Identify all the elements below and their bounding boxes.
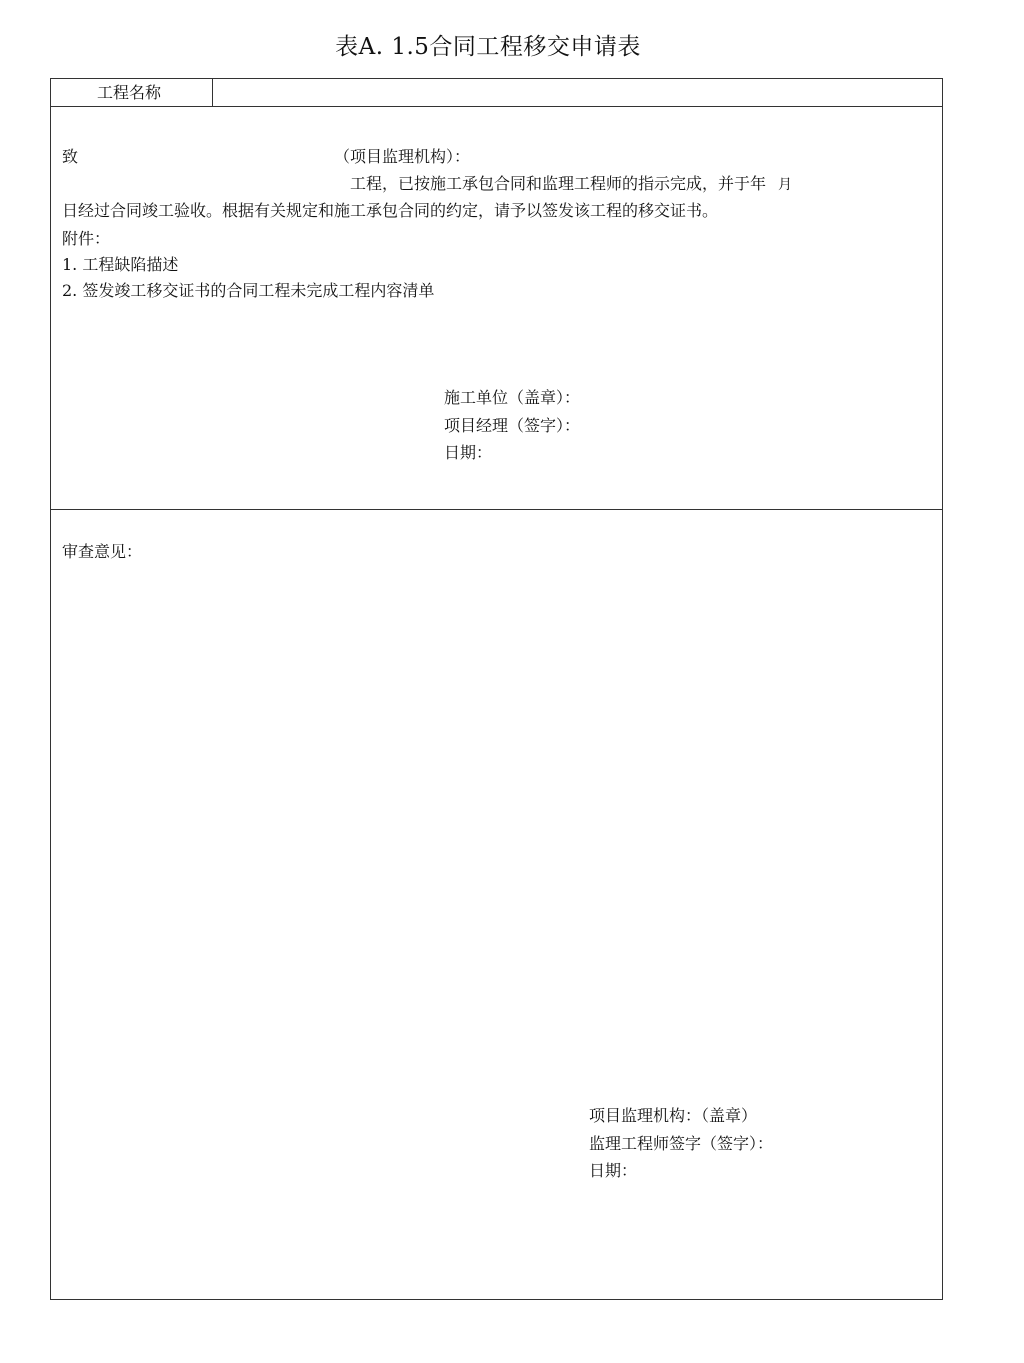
contractor-seal-label: 施工单位（盖章）： [444,388,581,407]
project-manager-sign-label: 项目经理（签字）： [444,416,581,435]
project-name-label: 工程名称 [51,79,213,106]
form-title: 表A. 1.5合同工程移交申请表 [335,34,641,60]
attachment-item-1: 1. 工程缺陷描述 [62,255,179,274]
review-section [51,510,942,1299]
request-section [51,107,942,510]
project-name-row [51,79,942,107]
supervising-engineer-sign-label: 监理工程师签字（签字）： [589,1134,774,1153]
addressee-org: （项目监理机构）： [334,147,471,166]
review-opinion-label: 审查意见： [62,542,143,561]
attachments-label: 附件： [62,229,111,248]
request-date-label: 日期： [444,443,493,462]
request-line-2: 日经过合同竣工验收。根据有关规定和施工承包合同的约定，请予以签发该工程的移交证书。 [62,201,719,220]
request-line-1-month: 月 [778,177,793,193]
attachment-item-2: 2. 签发竣工移交证书的合同工程未完成工程内容清单 [62,281,435,300]
review-date-label: 日期： [589,1161,638,1180]
supervision-org-seal-label: 项目监理机构：（盖章） [589,1106,758,1125]
transfer-application-form [50,78,943,1300]
request-line-1 [350,174,792,195]
addressee-prefix: 致 [62,147,79,166]
request-line-1-text: 工程，已按施工承包合同和监理工程师的指示完成，并于年 [350,174,767,193]
project-name-value[interactable] [213,79,942,106]
